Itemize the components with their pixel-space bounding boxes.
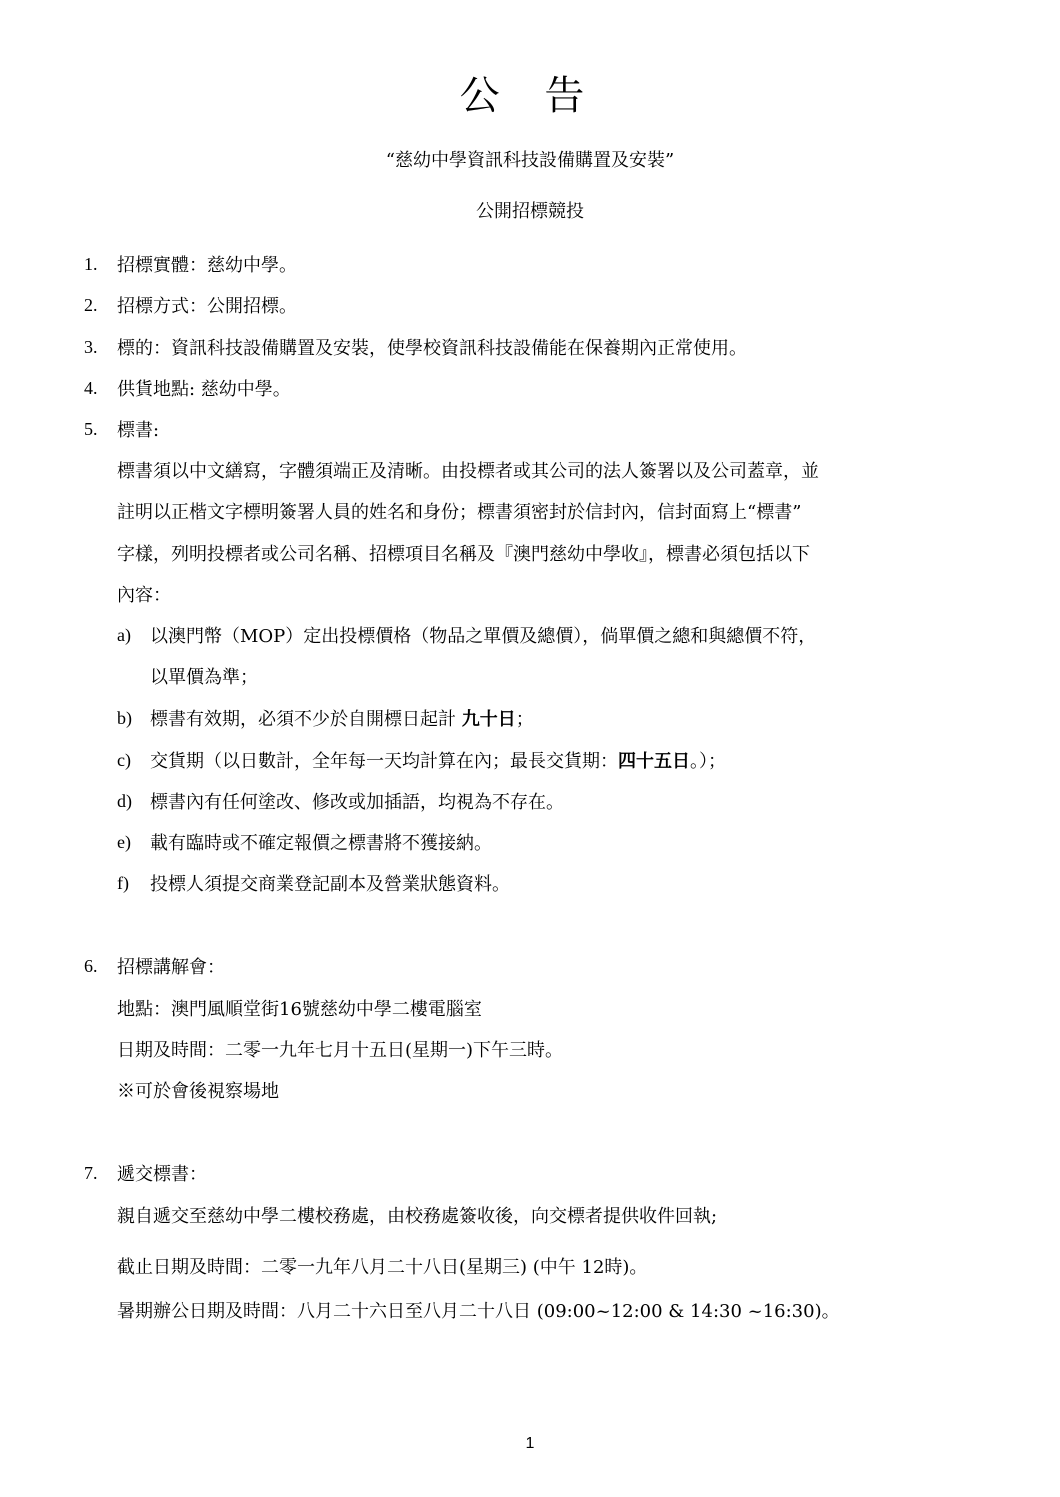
sub-item-text: 載有臨時或不確定報價之標書將不獲接納。 <box>150 833 492 854</box>
briefing-note: ※可於會後視察場地 <box>117 1081 279 1102</box>
item-text: 招標實體：慈幼中學。 <box>117 255 297 276</box>
sub-item-text: 標書內有任何塗改、修改或加插語，均視為不存在。 <box>150 792 564 813</box>
sub-item-text: 以單價為準； <box>150 667 258 688</box>
item-text: 標書: <box>117 420 160 441</box>
item-text: 標的：資訊科技設備購置及安裝，使學校資訊科技設備能在保養期內正常使用。 <box>117 338 747 359</box>
submission-heading: 遞交標書： <box>117 1164 207 1185</box>
tender-subject: “慈幼中學資訊科技設備購置及安裝” <box>385 150 675 171</box>
validity-days: 九十日 <box>461 709 516 730</box>
paragraph-line: 字樣，列明投標者或公司名稱、招標項目名稱及『澳門慈幼中學收』，標書必須包括以下 <box>117 544 810 565</box>
page-title: 公 告 <box>459 73 601 119</box>
paragraph-line: 內容： <box>117 585 171 606</box>
sub-item-text: 以澳門幣（MOP）定出投標價格（物品之單價及總價），倘單價之總和與總價不符， <box>150 626 817 647</box>
item-number: 5. <box>84 419 98 439</box>
item-number: 6. <box>84 956 98 976</box>
item-number: 3. <box>84 337 98 357</box>
validity-text: 標書有效期，必須不少於自開標日起計 <box>150 709 456 730</box>
item-number: 1. <box>84 254 98 274</box>
paragraph-line: 標書須以中文繕寫，字體須端正及清晰。由投標者或其公司的法人簽署以及公司蓋章，並 <box>117 461 819 482</box>
sub-item-text: 投標人須提交商業登記副本及營業狀態資料。 <box>150 874 510 895</box>
submission-deadline: 截止日期及時間：二零一九年八月二十八日(星期三) (中午 12時)。 <box>117 1257 648 1278</box>
office-hours: 暑期辦公日期及時間：八月二十六日至八月二十八日 (09:00~12:00 & 14:30 ~16:30)。 <box>117 1301 840 1322</box>
item-text: 招標方式：公開招標。 <box>117 296 297 317</box>
paragraph-line: 註明以正楷文字標明簽署人員的姓名和身份；標書須密封於信封內，信封面寫上“標書” <box>117 502 802 523</box>
sub-item-letter: c) <box>117 750 131 770</box>
sub-item-letter: e) <box>117 832 131 852</box>
briefing-location: 地點：澳門風順堂街16號慈幼中學二樓電腦室 <box>117 999 482 1020</box>
item-number: 2. <box>84 295 98 315</box>
sub-item-letter: f) <box>117 873 129 893</box>
validity-end: ； <box>515 709 534 730</box>
item-number: 7. <box>84 1163 98 1183</box>
page-number: 1 <box>525 1435 535 1452</box>
briefing-heading: 招標講解會： <box>117 957 225 978</box>
sub-item-letter: d) <box>117 791 132 811</box>
sub-item-text <box>150 750 726 774</box>
item-number: 4. <box>84 378 98 398</box>
sub-item-letter: a) <box>117 625 131 645</box>
delivery-end: 。）； <box>690 751 726 772</box>
delivery-text: 交貨期（以日數計，全年每一天均計算在內；最長交貨期： <box>150 751 618 772</box>
briefing-datetime: 日期及時間：二零一九年七月十五日(星期一)下午三時。 <box>117 1040 564 1061</box>
delivery-days: 四十五日 <box>618 751 690 772</box>
sub-item-letter: b) <box>117 708 132 728</box>
item-text: 供貨地點: 慈幼中學。 <box>117 379 291 400</box>
submission-method: 親自遞交至慈幼中學二樓校務處，由校務處簽收後，向交標者提供收件回執; <box>117 1206 718 1227</box>
tender-type: 公開招標競投 <box>476 201 584 222</box>
sub-item-text <box>150 708 534 732</box>
